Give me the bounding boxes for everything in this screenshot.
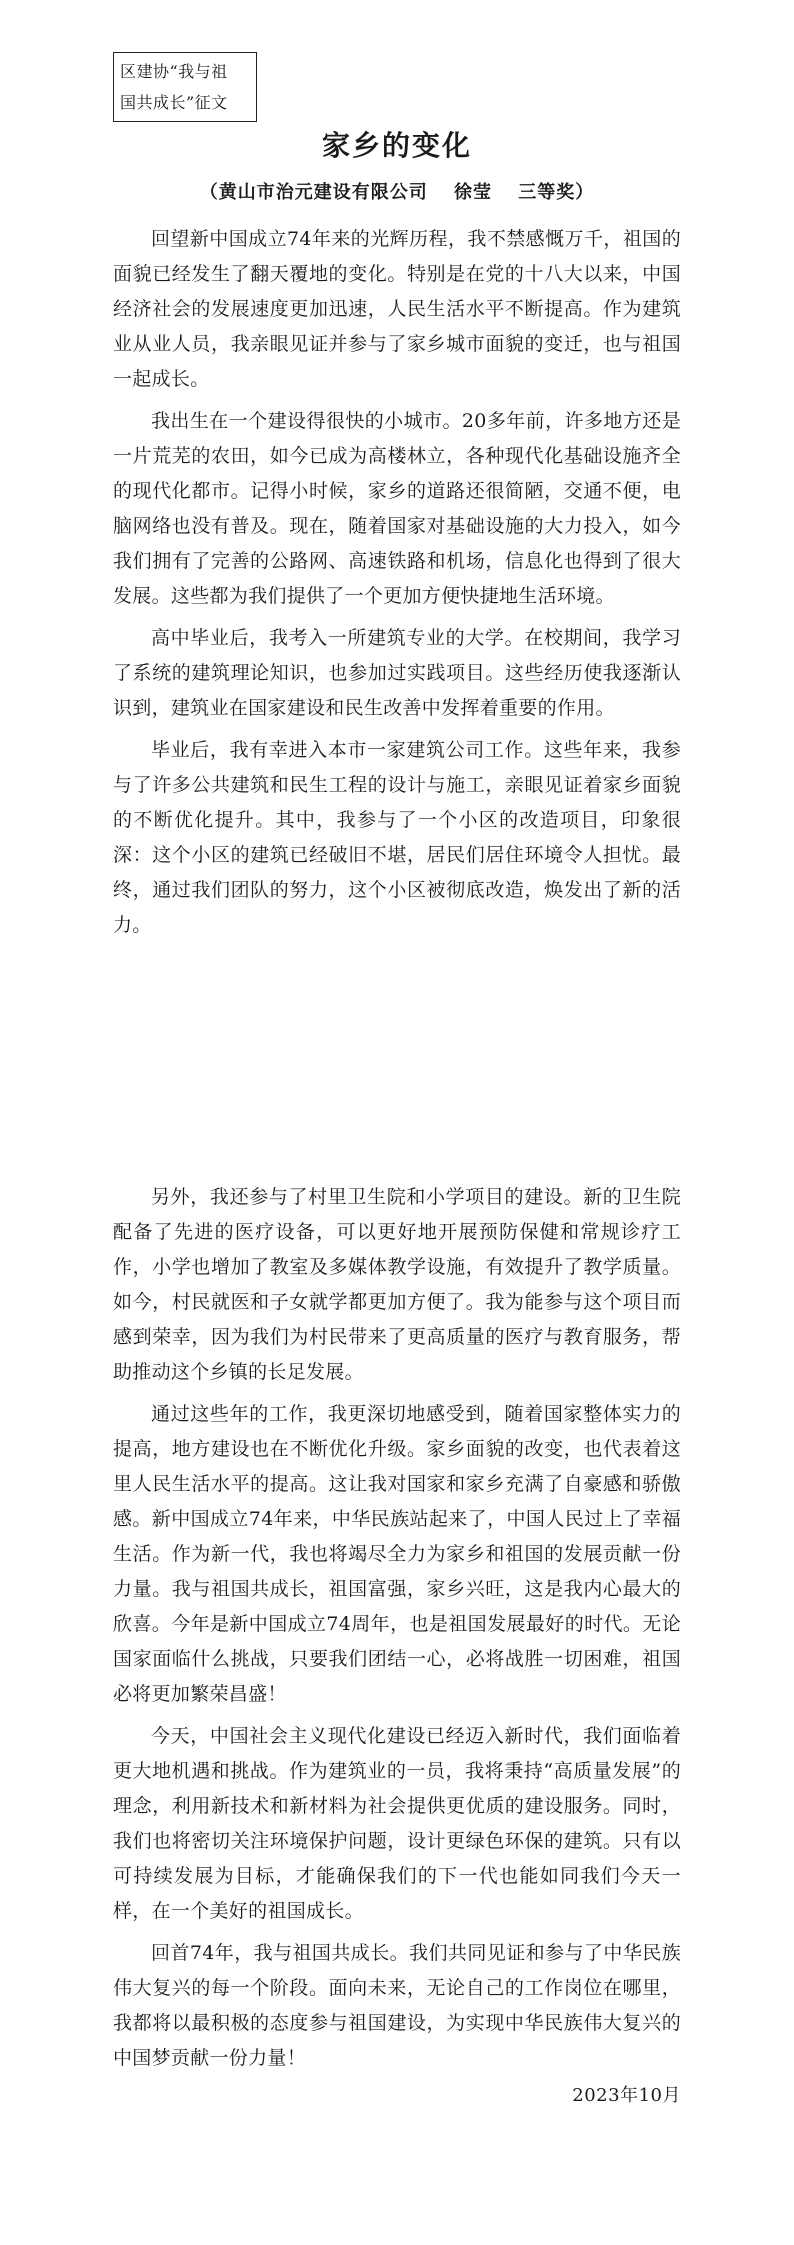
essay-tag-line-1: 区建协“我与祖 [120,62,228,81]
paragraph: 回望新中国成立74年来的光辉历程，我不禁感慨万千，祖国的面貌已经发生了翻天覆地的变化。特别是在党的十八大以来，中国经济社会的发展速度更加迅速，人民生活水平不断提高。作为建筑业从业人员，我亲眼见证并参与了家乡城市面貌的变迁，也与祖国一起成长。 [113,228,681,390]
paragraph: 高中毕业后，我考入一所建筑专业的大学。在校期间，我学习了系统的建筑理论知识，也参加过实践项目。这些经历使我逐渐认识到，建筑业在国家建设和民生改善中发挥着重要的作用。 [113,627,681,719]
essay-body-part-2 [113,1180,681,2083]
paragraph: 我出生在一个建设得很快的小城市。20多年前，许多地方还是一片荒芜的农田，如今已成为高楼林立，各种现代化基础设施齐全的现代化都市。记得小时候，家乡的道路还很简陋，交通不便，电脑网络也没有普及。现在，随着国家对基础设施的大力投入，如今我们拥有了完善的公路网、高速铁路和机场，信息化也得到了很大发展。这些都为我们提供了一个更加方便快捷地生活环境。 [113,410,681,607]
paragraph: 今天，中国社会主义现代化建设已经迈入新时代，我们面临着更大地机遇和挑战。作为建筑业的一员，我将秉持“高质量发展”的理念，利用新技术和新材料为社会提供更优质的建设服务。同时，我们也将密切关注环境保护问题，设计更绿色环保的建筑。只有以可持续发展为目标，才能确保我们的下一代也能如同我们今天一样，在一个美好的祖国成长。 [113,1725,681,1922]
paragraph: 回首74年，我与祖国共成长。我们共同见证和参与了中华民族伟大复兴的每一个阶段。面向未来，无论自己的工作岗位在哪里，我都将以最积极的态度参与祖国建设，为实现中华民族伟大复兴的中国梦贡献一份力量！ [113,1942,681,2069]
author-byline: （黄山市治元建设有限公司 徐莹 三等奖） [199,182,595,203]
essay-tag-box [113,52,257,122]
essay-date: 2023年10月 [572,2085,681,2106]
paragraph: 另外，我还参与了村里卫生院和小学项目的建设。新的卫生院配备了先进的医疗设备，可以更好地开展预防保健和常规诊疗工作，小学也增加了教室及多媒体教学设施，有效提升了教学质量。如今，村民就医和子女就学都更加方便了。我为能参与这个项目而感到荣幸，因为我们为村民带来了更高质量的医疗与教育服务，帮助推动这个乡镇的长足发展。 [113,1186,681,1383]
paragraph: 毕业后，我有幸进入本市一家建筑公司工作。这些年来，我参与了许多公共建筑和民生工程的设计与施工，亲眼见证着家乡面貌的不断优化提升。其中，我参与了一个小区的改造项目，印象很深：这个小区的建筑已经破旧不堪，居民们居住环境令人担忧。最终，通过我们团队的努力，这个小区被彻底改造，焕发出了新的活力。 [113,739,681,936]
essay-tag-line-2: 国共成长”征文 [120,93,228,112]
essay-body-part-1 [113,222,681,950]
paragraph: 通过这些年的工作，我更深切地感受到，随着国家整体实力的提高，地方建设也在不断优化升级。家乡面貌的改变，也代表着这里人民生活水平的提高。这让我对国家和家乡充满了自豪感和骄傲感。新中国成立74年来，中华民族站起来了，中国人民过上了幸福生活。作为新一代，我也将竭尽全力为家乡和祖国的发展贡献一份力量。我与祖国共成长，祖国富强，家乡兴旺，这是我内心最大的欣喜。今年是新中国成立74周年，也是祖国发展最好的时代。无论国家面临什么挑战，只要我们团结一心，必将战胜一切困难，祖国必将更加繁荣昌盛！ [113,1403,681,1705]
page-title: 家乡的变化 [321,129,472,162]
